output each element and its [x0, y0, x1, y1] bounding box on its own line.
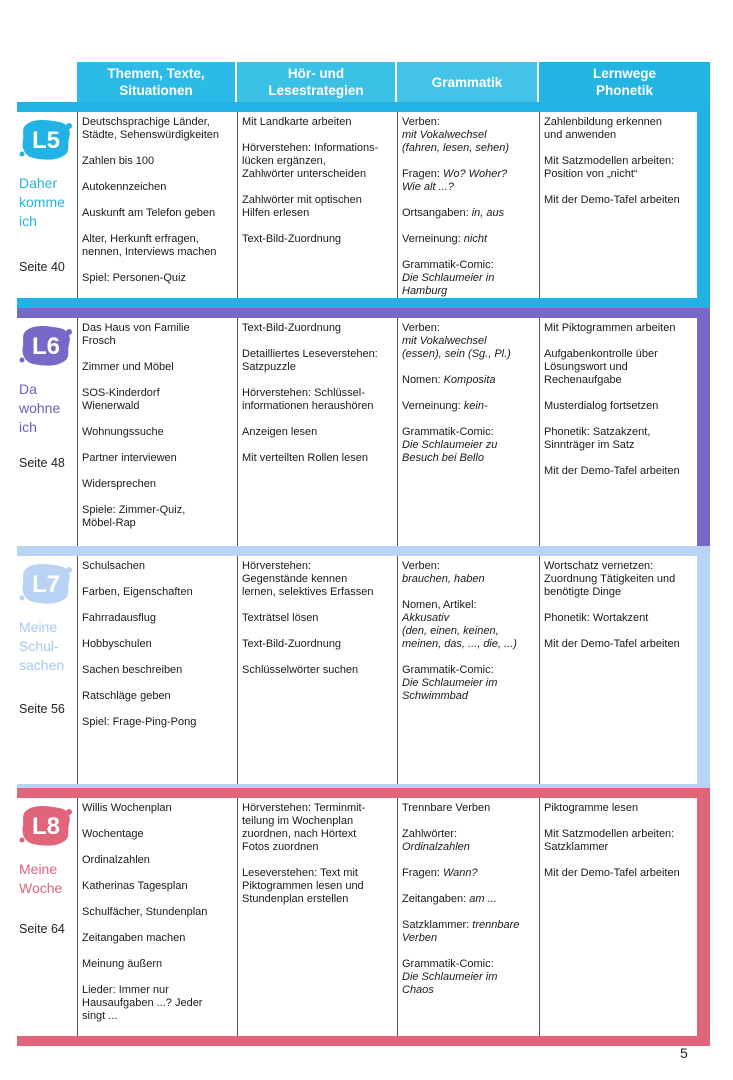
column-lernwege [540, 318, 697, 546]
lesson-title: Meine Woche [19, 861, 63, 896]
badge-label: L7 [31, 571, 61, 598]
list-item: Mit verteilten Rollen lesen [242, 452, 368, 464]
list-item: Willis Wochenplan [82, 802, 172, 814]
list-item [402, 893, 535, 906]
list-item: Mit Piktogrammen arbeiten [544, 322, 676, 334]
grammar-example: Wo? Woher? Wie alt ...? [402, 168, 508, 193]
list-item [402, 400, 535, 413]
column-strategien [238, 112, 398, 298]
list-item: Spiel: Frage-Ping-Pong [82, 716, 197, 728]
column-grammatik [398, 798, 540, 1036]
badge-label: L5 [31, 127, 61, 154]
lesson-side [17, 556, 77, 784]
list-item: Detailliertes Leseverstehen: Satzpuzzle [242, 348, 378, 373]
page-reference: Seite 48 [19, 456, 65, 470]
list-item: Sachen beschreiben [82, 664, 183, 676]
grammar-example: Die Schlaumeier im Chaos [402, 971, 498, 996]
paint-splash-icon [19, 562, 73, 606]
list-item [402, 599, 535, 651]
list-item: Wochentage [82, 828, 144, 840]
list-item: Widersprechen [82, 478, 156, 490]
list-item: Meinung äußern [82, 958, 163, 970]
page-reference: Seite 40 [19, 260, 65, 274]
list-item [402, 867, 535, 880]
list-item: Mit Landkarte arbeiten [242, 116, 352, 128]
list-item: Mit der Demo-Tafel arbeiten [544, 194, 680, 206]
list-item: Zahlenbildung erkennen und anwenden [544, 116, 663, 141]
lesson-badge [19, 118, 73, 162]
grammar-label: Zeitangaben: [402, 893, 470, 905]
column-themen [78, 318, 238, 546]
grammar-example: trennbare Verben [402, 919, 520, 944]
list-item [402, 919, 535, 945]
lesson-side [17, 318, 77, 546]
list-item: Hörverstehen: Terminmit- teilung im Wochenplan zuordnen, nach Hörtext Fotos zuordnen [242, 802, 366, 853]
list-item: Spiel: Personen-Quiz [82, 272, 186, 284]
list-item [402, 233, 535, 246]
list-item: SOS-Kinderdorf Wienerwald [82, 387, 160, 412]
grammar-label: Grammatik-Comic: [402, 426, 494, 438]
column-lernwege [540, 556, 697, 784]
column-themen [78, 112, 238, 298]
lesson-badge [19, 562, 73, 606]
list-item: Phonetik: Wortakzent [544, 612, 649, 624]
list-item: Autokennzeichen [82, 181, 167, 193]
lesson-section [17, 308, 710, 556]
grammar-example: Die Schlaumeier im Schwimmbad [402, 677, 498, 702]
lesson-side [17, 112, 77, 298]
header-hoer-lesestrategien: Hör- und Lesestrategien [237, 62, 397, 102]
lesson-title: Meine Schul- sachen [19, 619, 65, 673]
grammar-label: Verneinung: [402, 400, 464, 412]
list-item [402, 664, 535, 703]
paint-splash-icon [19, 118, 73, 162]
column-grammatik [398, 112, 540, 298]
grammar-label: Ortsangaben: [402, 207, 472, 219]
list-item: Schulfächer, Stundenplan [82, 906, 208, 918]
list-item: Mit Satzmodellen arbeiten: Position von „nicht“ [544, 155, 675, 180]
list-item: Lieder: Immer nur Hausaufgaben ...? Jeder singt ... [82, 984, 203, 1022]
grammar-example: Komposita [443, 374, 496, 386]
list-item: Schulsachen [82, 560, 145, 572]
column-strategien [238, 318, 398, 546]
list-item: Deutschsprachige Länder, Städte, Sehenswürdigkeiten [82, 116, 219, 141]
column-grammatik [398, 318, 540, 546]
lesson-row [77, 112, 697, 298]
list-item: Spiele: Zimmer-Quiz, Möbel-Rap [82, 504, 186, 529]
list-item [402, 116, 535, 155]
list-item: Zahlen bis 100 [82, 155, 155, 167]
list-item: Mit der Demo-Tafel arbeiten [544, 638, 680, 650]
list-item: Schlüsselwörter suchen [242, 664, 359, 676]
header-grammatik: Grammatik [397, 62, 539, 102]
column-strategien [238, 798, 398, 1036]
list-item: Auskunft am Telefon geben [82, 207, 216, 219]
list-item: Texträtsel lösen [242, 612, 319, 624]
page-reference: Seite 56 [19, 702, 65, 716]
list-item: Mit Satzmodellen arbeiten: Satzklammer [544, 828, 675, 853]
grammar-label: Trennbare Verben [402, 802, 491, 814]
grammar-example: nicht [463, 233, 488, 245]
page-number: 5 [680, 1045, 688, 1061]
list-item: Alter, Herkunft erfragen, nennen, Interviews machen [82, 233, 217, 258]
grammar-example: am ... [469, 893, 497, 905]
list-item: Text-Bild-Zuordnung [242, 638, 342, 650]
list-item [402, 828, 535, 854]
grammar-label: Grammatik-Comic: [402, 958, 494, 970]
badge-label: L6 [31, 333, 61, 360]
paint-splash-icon [19, 324, 73, 368]
list-item [402, 802, 535, 815]
list-item: Hörverstehen: Schlüssel- informationen heraushören [242, 387, 374, 412]
column-strategien [238, 556, 398, 784]
list-item: Zahlwörter mit optischen Hilfen erlesen [242, 194, 362, 219]
column-grammatik [398, 556, 540, 784]
grammar-example: brauchen, haben [402, 573, 485, 585]
list-item: Piktogramme lesen [544, 802, 639, 814]
header-themen: Themen, Texte, Situationen [77, 62, 237, 102]
grammar-example: Die Schlaumeier in Hamburg [402, 272, 495, 297]
list-item: Anzeigen lesen [242, 426, 318, 438]
list-item: Wortschatz vernetzen: Zuordnung Tätigkeiten und benötigte Dinge [544, 560, 676, 598]
list-item [402, 168, 535, 194]
grammar-label: Grammatik-Comic: [402, 259, 494, 271]
page-reference: Seite 64 [19, 922, 65, 936]
list-item: Text-Bild-Zuordnung [242, 322, 342, 334]
list-item [402, 426, 535, 465]
grammar-label: Nomen: [402, 374, 444, 386]
lesson-row [77, 318, 697, 546]
grammar-example: Akkusativ (den, einen, keinen, meinen, das, ..., die, ...) [402, 612, 517, 650]
lesson-section [17, 102, 710, 308]
list-item: Musterdialog fortsetzen [544, 400, 659, 412]
lesson-section [17, 788, 710, 1046]
list-item: Fahrradausflug [82, 612, 156, 624]
list-item: Wohnungssuche [82, 426, 164, 438]
lesson-badge [19, 324, 73, 368]
list-item: Zeitangaben machen [82, 932, 186, 944]
list-item: Ordinalzahlen [82, 854, 150, 866]
grammar-label: Grammatik-Comic: [402, 664, 494, 676]
grammar-label: Fragen: [402, 867, 443, 879]
lesson-row [77, 556, 697, 784]
list-item: Text-Bild-Zuordnung [242, 233, 342, 245]
list-item [402, 207, 535, 220]
list-item: Mit der Demo-Tafel arbeiten [544, 465, 680, 477]
grammar-label: Fragen: [402, 168, 443, 180]
list-item: Leseverstehen: Text mit Piktogrammen lesen und Stundenplan erstellen [242, 867, 364, 905]
lesson-side [17, 798, 77, 1036]
grammar-label: Verneinung: [402, 233, 464, 245]
list-item: Phonetik: Satzakzent, Sinnträger im Satz [544, 426, 651, 451]
grammar-label: Verben: [402, 116, 440, 128]
grammar-label: Verben: [402, 560, 440, 572]
grammar-label: Verben: [402, 322, 440, 334]
grammar-example: Wann? [442, 867, 478, 879]
list-item: Hörverstehen: Gegenstände kennen lernen, selektives Erfassen [242, 560, 374, 598]
list-item [402, 958, 535, 997]
lesson-section [17, 546, 710, 794]
grammar-example: mit Vokalwechsel (fahren, lesen, sehen) [402, 129, 510, 154]
list-item: Hobbyschulen [82, 638, 152, 650]
column-themen [78, 798, 238, 1036]
list-item [402, 322, 535, 361]
grammar-label: Zahlwörter: [402, 828, 458, 840]
column-lernwege [540, 112, 697, 298]
header-lernwege: Lernwege Phonetik [539, 62, 710, 102]
list-item: Hörverstehen: Informations- lücken ergänzen, Zahlwörter unterscheiden [242, 142, 379, 180]
paint-splash-icon [19, 804, 73, 848]
lesson-badge [19, 804, 73, 848]
column-themen [78, 556, 238, 784]
list-item [402, 374, 535, 387]
grammar-example: in, aus [471, 207, 505, 219]
grammar-example: kein- [463, 400, 488, 412]
list-item: Farben, Eigenschaften [82, 586, 193, 598]
list-item: Mit der Demo-Tafel arbeiten [544, 867, 680, 879]
grammar-example: Ordinalzahlen [402, 841, 470, 853]
lesson-title: Da wohne ich [19, 381, 61, 435]
list-item [402, 560, 535, 586]
lesson-title: Daher komme ich [19, 175, 65, 229]
grammar-example: Die Schlaumeier zu Besuch bei Bello [402, 439, 498, 464]
list-item: Das Haus von Familie Frosch [82, 322, 190, 347]
grammar-example: mit Vokalwechsel (essen), sein (Sg., Pl.) [402, 335, 511, 360]
grammar-label: Nomen, Artikel: [402, 599, 477, 611]
column-lernwege [540, 798, 697, 1036]
badge-label: L8 [31, 813, 61, 840]
grammar-label: Satzklammer: [402, 919, 473, 931]
list-item: Zimmer und Möbel [82, 361, 174, 373]
list-item [402, 259, 535, 298]
list-item: Partner interviewen [82, 452, 177, 464]
table-header [77, 62, 710, 102]
list-item: Ratschläge geben [82, 690, 171, 702]
list-item: Aufgabenkontrolle über Lösungswort und Rechenaufgabe [544, 348, 658, 386]
list-item: Katherinas Tagesplan [82, 880, 188, 892]
lesson-row [77, 798, 697, 1036]
